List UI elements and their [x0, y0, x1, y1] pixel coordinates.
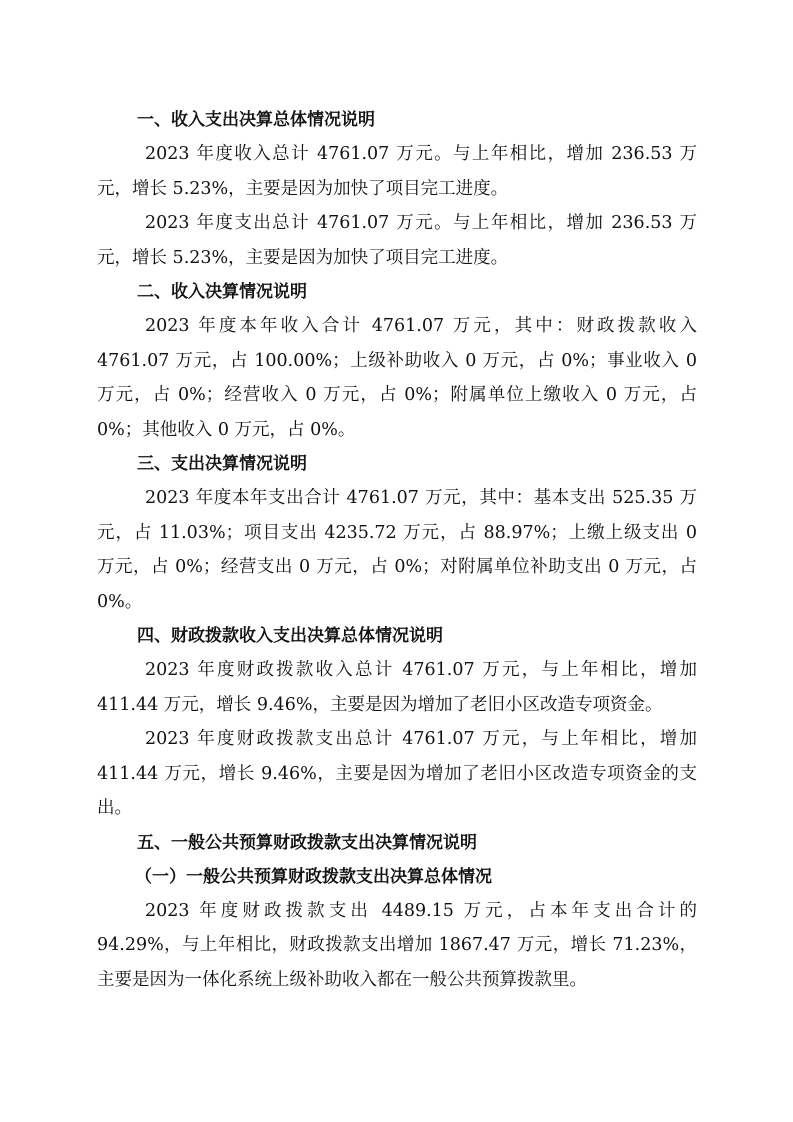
section-3-paragraph-1: 2023 年度本年支出合计 4761.07 万元，其中：基本支出 525.35 万元，占 11.03%；项目支出 4235.72 万元，占 88.97%；上缴上级支出 0 万元，占 0%；经营支出 0 万元，占 0%；对附属单位补助支出 0 万元，占 0%。 [97, 488, 697, 612]
section-3-heading: 三、支出决算情况说明 [137, 454, 307, 474]
section-5-heading: 五、一般公共预算财政拨款支出决算情况说明 [137, 832, 477, 853]
section-2-paragraph-1: 2023 年度本年收入合计 4761.07 万元，其中：财政拨款收入 4761.07 万元，占 100.00%；上级补助收入 0 万元，占 0%；事业收入 0 万元，占 0%；经营收入 0 万元，占 0%；附属单位上缴收入 0 万元，占 0%；其他收入 0 万元，占 0%。 [97, 316, 697, 440]
document-page [97, 103, 697, 997]
subsection-1-heading: （一）一般公共预算财政拨款支出决算总体情况 [135, 866, 492, 887]
section-2-heading: 二、收入决算情况说明 [137, 282, 307, 302]
section-1-paragraph-2: 2023 年度支出总计 4761.07 万元。与上年相比，增加 236.53 万元，增长 5.23%，主要是因为加快了项目完工进度。 [97, 213, 697, 268]
section-1-paragraph-1: 2023 年度收入总计 4761.07 万元。与上年相比，增加 236.53 万元，增长 5.23%，主要是因为加快了项目完工进度。 [97, 144, 697, 199]
section-4-heading: 四、财政拨款收入支出决算总体情况说明 [137, 626, 443, 646]
subsection-1-paragraph-1: 2023 年度财政拨款支出 4489.15 万元，占本年支出合计的 94.29%，与上年相比，财政拨款支出增加 1867.47 万元，增长 71.23%，主要是因为一体化系统上级补助收入都在一般公共预算拨款里。 [97, 900, 697, 990]
section-4-paragraph-2: 2023 年度财政拨款支出总计 4761.07 万元，与上年相比，增加 411.44 万元，增长 9.46%，主要是因为增加了老旧小区改造专项资金的支出。 [97, 729, 697, 818]
section-1-heading: 一、收入支出决算总体情况说明 [137, 110, 375, 130]
section-4-paragraph-1: 2023 年度财政拨款收入总计 4761.07 万元，与上年相比，增加 411.44 万元，增长 9.46%，主要是因为增加了老旧小区改造专项资金。 [97, 660, 697, 715]
